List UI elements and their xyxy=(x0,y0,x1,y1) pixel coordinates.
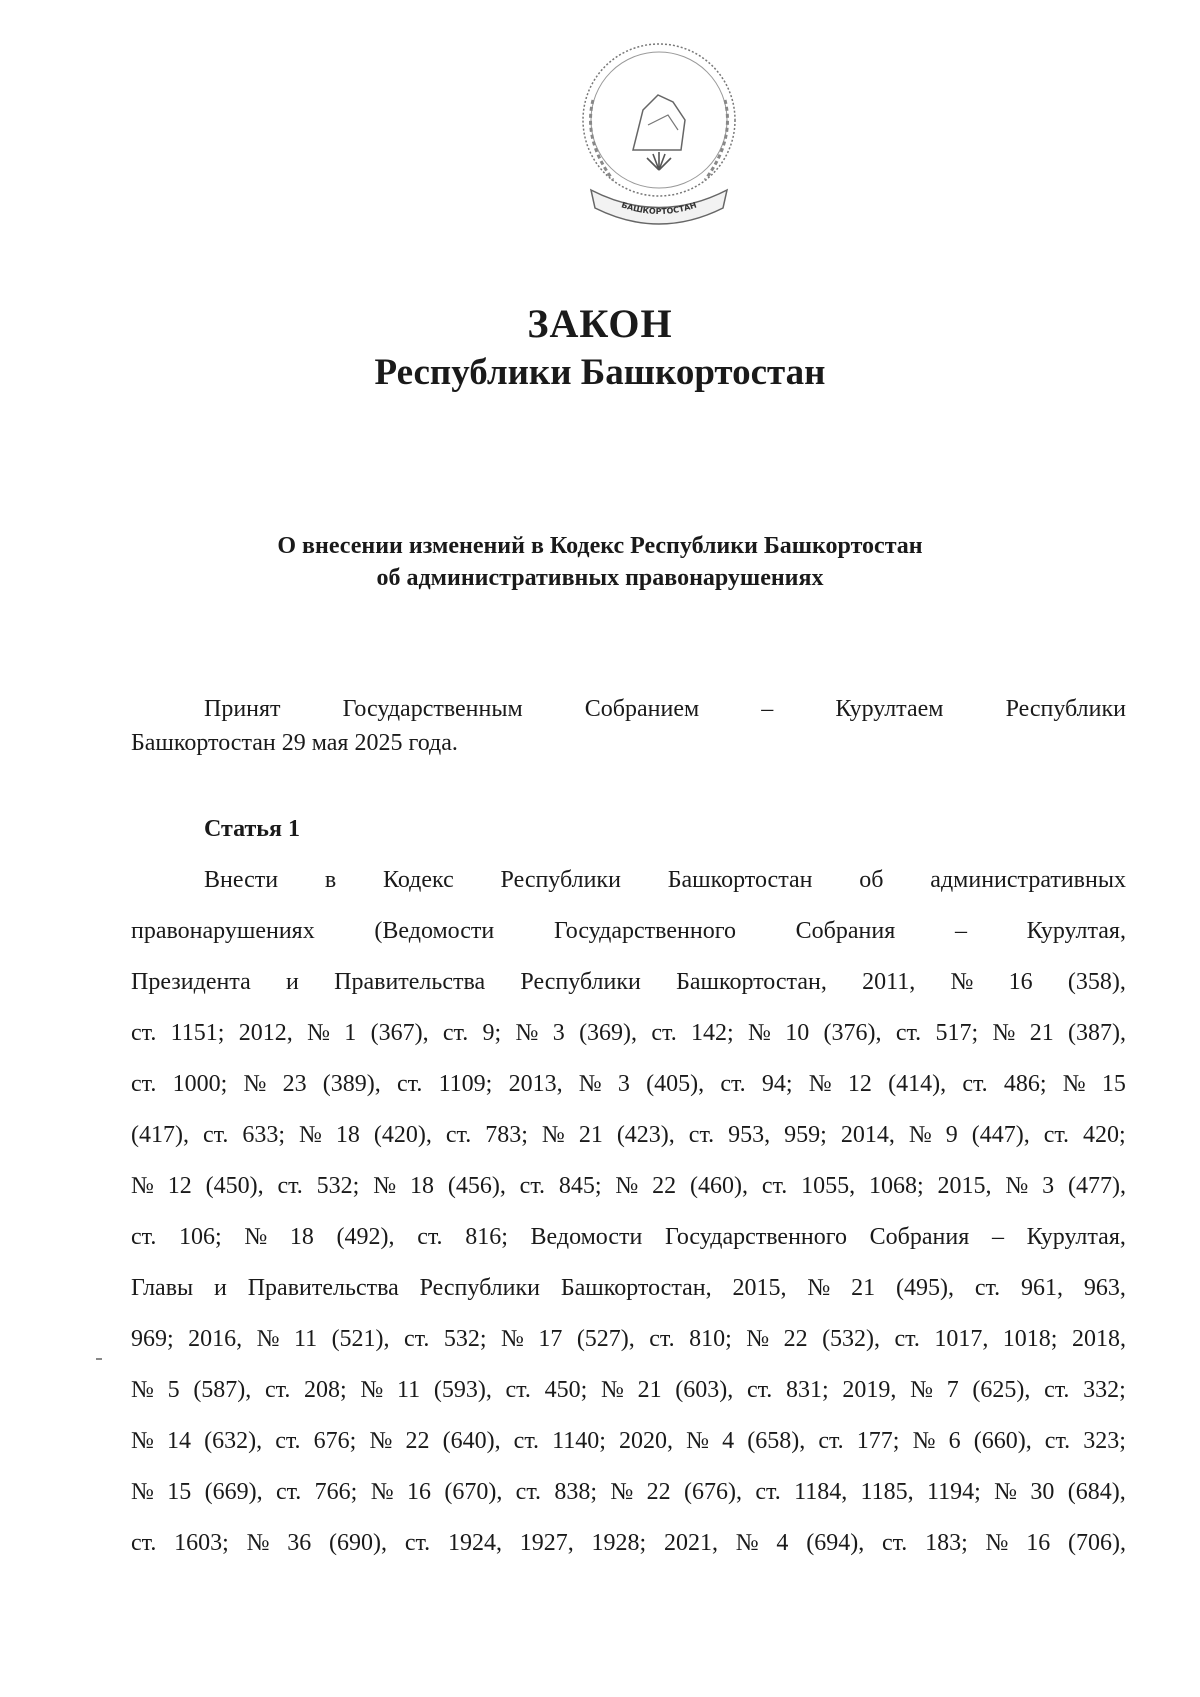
article-word: № xyxy=(686,1428,710,1454)
article-word: 450; xyxy=(544,1377,588,1403)
article-word: (625), xyxy=(972,1377,1031,1403)
article-word: (658), xyxy=(747,1428,806,1454)
article-word: 7 xyxy=(946,1377,959,1403)
article-word: 783; xyxy=(485,1122,528,1148)
article-line xyxy=(131,855,1126,906)
law-title: ЗАКОН xyxy=(527,301,673,346)
article-word: 816; xyxy=(465,1224,508,1250)
article-word: об xyxy=(859,867,884,893)
article-word: ст. xyxy=(131,1224,157,1250)
article-word: 1068; xyxy=(868,1173,924,1199)
article-word: 959; xyxy=(784,1122,827,1148)
article-word: и xyxy=(286,969,299,995)
article-word: ст. xyxy=(881,1530,908,1556)
article-word: Башкортостан, xyxy=(560,1275,712,1301)
article-word: (376), xyxy=(823,1020,882,1046)
article-word: 831; xyxy=(786,1377,829,1403)
article-word: (593), xyxy=(433,1377,492,1403)
article-line xyxy=(131,1416,1126,1467)
adoption-word: – xyxy=(761,696,774,722)
article-word: 838; xyxy=(554,1479,598,1505)
article-word: (358), xyxy=(1067,969,1126,995)
article-word: ст. xyxy=(275,1479,302,1505)
article-word: Республики xyxy=(419,1275,541,1301)
article-word: ст. xyxy=(277,1173,303,1199)
article-word: 1184, xyxy=(794,1479,848,1505)
law-subtitle: Республики Башкортостан xyxy=(374,352,826,393)
article-word: 3 xyxy=(617,1071,630,1097)
article-word: 11 xyxy=(397,1377,421,1403)
article-word: ст. xyxy=(131,1530,157,1556)
article-word: ст. xyxy=(417,1224,443,1250)
article-word: ст. xyxy=(895,1020,922,1046)
article-word: 11 xyxy=(293,1326,318,1352)
article-word: Правительства xyxy=(247,1275,399,1301)
article-word: 18 xyxy=(289,1224,314,1250)
article-word: № xyxy=(243,1071,267,1097)
article-word: 12 xyxy=(847,1071,872,1097)
article-word: 142; xyxy=(691,1020,734,1046)
article-word: (414), xyxy=(888,1071,947,1097)
article-word: 1109; xyxy=(438,1071,493,1097)
emblem-ribbon-label: БАШКОРТОСТАН xyxy=(620,200,698,217)
article-word: 94; xyxy=(761,1071,793,1097)
article-word: 15 xyxy=(167,1479,192,1505)
article-word: ст. xyxy=(265,1377,291,1403)
article-word: 22 xyxy=(783,1326,808,1352)
article-word: № xyxy=(256,1326,280,1352)
article-word: № xyxy=(369,1428,393,1454)
article-word: Правительства xyxy=(334,969,486,995)
article-word: ст. xyxy=(404,1326,430,1352)
adoption-line-2: Башкортостан 29 мая 2025 года. xyxy=(131,730,458,756)
article-word: (369), xyxy=(579,1020,638,1046)
article-word: 4 xyxy=(722,1428,735,1454)
article-word: (587), xyxy=(193,1377,252,1403)
article-word: 36 xyxy=(287,1530,312,1556)
article-word: 208; xyxy=(304,1377,347,1403)
article-word: 845; xyxy=(558,1173,602,1199)
article-word: Республики xyxy=(500,867,621,893)
article-word: (532), xyxy=(822,1326,881,1352)
article-word: Собрания xyxy=(795,918,896,944)
article-word: 3 xyxy=(552,1020,565,1046)
article-word: № xyxy=(515,1020,539,1046)
article-word: 17 xyxy=(538,1326,563,1352)
article-word: административных xyxy=(930,867,1126,893)
article-body xyxy=(131,855,1126,1569)
article-word: (676), xyxy=(684,1479,743,1505)
article-word: 2015, xyxy=(937,1173,992,1199)
article-word: в xyxy=(324,867,337,893)
article-word: № xyxy=(360,1377,384,1403)
article-word: Главы xyxy=(131,1275,194,1301)
article-word: 1140; xyxy=(552,1428,606,1454)
article-word: (420), xyxy=(373,1122,432,1148)
article-word: Курултая, xyxy=(1026,1224,1126,1250)
article-word: 532; xyxy=(443,1326,487,1352)
article-word: № xyxy=(131,1428,154,1454)
article-word: № xyxy=(600,1377,624,1403)
article-word: ст. xyxy=(397,1071,423,1097)
article-line xyxy=(131,1161,1126,1212)
article-word: № xyxy=(912,1428,936,1454)
article-word: № xyxy=(746,1326,770,1352)
article-word: 21 xyxy=(1029,1020,1054,1046)
article-word: Башкортостан xyxy=(667,867,813,893)
adoption-word: Курултаем xyxy=(835,696,944,722)
article-word: ст. xyxy=(761,1173,788,1199)
article-word: № xyxy=(950,969,974,995)
article-word: ст. xyxy=(962,1071,988,1097)
article-word: 2019, xyxy=(842,1377,897,1403)
article-word: 2013, xyxy=(508,1071,563,1097)
article-line xyxy=(131,1518,1126,1569)
article-word: № xyxy=(1005,1173,1029,1199)
article-word: 1927, xyxy=(519,1530,574,1556)
article-word: 2014, xyxy=(840,1122,895,1148)
scan-speck xyxy=(96,1358,102,1360)
article-word: (694), xyxy=(806,1530,865,1556)
article-word: 2016, xyxy=(188,1326,243,1352)
article-word: ст. xyxy=(894,1326,920,1352)
article-word: ст. xyxy=(445,1122,472,1148)
article-word: № xyxy=(500,1326,524,1352)
article-word: Республики xyxy=(520,969,641,995)
article-word: 1017, xyxy=(934,1326,989,1352)
article-word: 2012, xyxy=(238,1020,293,1046)
article-word: № xyxy=(246,1530,270,1556)
article-word: 183; xyxy=(925,1530,968,1556)
article-word: ст. xyxy=(818,1428,844,1454)
article-word: – xyxy=(991,1224,1004,1250)
article-word: 22 xyxy=(405,1428,430,1454)
article-word: 21 xyxy=(578,1122,603,1148)
article-word: ст. xyxy=(519,1173,546,1199)
article-word: 332; xyxy=(1083,1377,1126,1403)
coat-of-arms-emblem xyxy=(573,40,745,240)
article-word: 1018; xyxy=(1002,1326,1058,1352)
law-title-block xyxy=(0,300,1200,398)
article-word: № xyxy=(807,1275,831,1301)
article-word: ст. xyxy=(131,1020,157,1046)
article-word: 16 xyxy=(1026,1530,1051,1556)
article-word: 2020, xyxy=(619,1428,674,1454)
article-word: (690), xyxy=(329,1530,388,1556)
article-word: 6 xyxy=(948,1428,961,1454)
article-word: – xyxy=(954,918,967,944)
article-word: Башкортостан, xyxy=(676,969,827,995)
article-word: № xyxy=(610,1479,634,1505)
article-word: 177; xyxy=(856,1428,900,1454)
article-word: (389), xyxy=(322,1071,381,1097)
article-word: 12 xyxy=(167,1173,192,1199)
article-word: 106; xyxy=(179,1224,222,1250)
adoption-line-1 xyxy=(131,692,1126,726)
article-word: правонарушениях xyxy=(131,918,315,944)
article-word: ст. xyxy=(649,1326,675,1352)
article-word: (495), xyxy=(895,1275,954,1301)
article-word: № xyxy=(735,1530,759,1556)
article-word: № xyxy=(1062,1071,1086,1097)
article-word: 1185, xyxy=(860,1479,914,1505)
article-word: ст. xyxy=(505,1377,531,1403)
article-line xyxy=(131,1212,1126,1263)
article-word: № xyxy=(985,1530,1009,1556)
article-word: ст. xyxy=(131,1071,157,1097)
article-word: (456), xyxy=(447,1173,506,1199)
article-word: 5 xyxy=(167,1377,180,1403)
article-word: № xyxy=(244,1224,268,1250)
article-word: 9; xyxy=(482,1020,502,1046)
article-word: 1194; xyxy=(927,1479,981,1505)
article-word: 18 xyxy=(335,1122,360,1148)
article-word: 21 xyxy=(851,1275,876,1301)
article-word: 4 xyxy=(776,1530,789,1556)
article-word: № xyxy=(615,1173,639,1199)
article-word: 23 xyxy=(282,1071,307,1097)
article-word: 2021, xyxy=(663,1530,718,1556)
article-word: № xyxy=(748,1020,771,1046)
article-line xyxy=(131,957,1126,1008)
article-word: 2011, xyxy=(862,969,916,995)
article-word: 532; xyxy=(316,1173,360,1199)
article-word: № xyxy=(992,1020,1016,1046)
article-word: 420; xyxy=(1083,1122,1126,1148)
article-word: ст. xyxy=(1044,1428,1071,1454)
article-word: ст. xyxy=(755,1479,781,1505)
article-word: ст. xyxy=(651,1020,677,1046)
article-word: 1603; xyxy=(174,1530,229,1556)
article-word: 15 xyxy=(1101,1071,1126,1097)
article-word: (423), xyxy=(616,1122,675,1148)
article-word: Кодекс xyxy=(383,867,454,893)
article-word: № xyxy=(578,1071,602,1097)
article-line xyxy=(131,1467,1126,1518)
article-word: (Ведомости xyxy=(374,918,495,944)
article-word: 30 xyxy=(1030,1479,1055,1505)
article-line xyxy=(131,1263,1126,1314)
article-word: № xyxy=(131,1377,154,1403)
article-word: 21 xyxy=(637,1377,662,1403)
article-line xyxy=(131,1008,1126,1059)
article-heading: Статья 1 xyxy=(204,816,300,842)
article-line xyxy=(131,906,1126,957)
article-word: № xyxy=(299,1122,322,1148)
article-word: (660), xyxy=(973,1428,1032,1454)
article-word: Курултая, xyxy=(1026,918,1126,944)
article-word: (447), xyxy=(971,1122,1030,1148)
article-word: 14 xyxy=(167,1428,192,1454)
article-word: 486; xyxy=(1003,1071,1047,1097)
article-word: ст. xyxy=(1043,1122,1070,1148)
article-word: ст. xyxy=(275,1428,301,1454)
article-word: № xyxy=(808,1071,832,1097)
adoption-word: Государственным xyxy=(342,696,523,722)
article-word: Внести xyxy=(204,867,279,893)
article-word: № xyxy=(131,1479,154,1505)
adoption-word: Собранием xyxy=(584,696,700,722)
article-line xyxy=(131,1365,1126,1416)
article-word: № xyxy=(910,1377,933,1403)
article-word: 22 xyxy=(646,1479,671,1505)
article-word: ст. xyxy=(1044,1377,1070,1403)
article-word: (477), xyxy=(1067,1173,1126,1199)
article-word: 961, xyxy=(1021,1275,1064,1301)
article-word: (417), xyxy=(131,1122,189,1148)
article-word: (387), xyxy=(1068,1020,1126,1046)
article-word: 2018, xyxy=(1071,1326,1126,1352)
article-word: (669), xyxy=(204,1479,263,1505)
article-word: ст. xyxy=(688,1122,715,1148)
article-word: 18 xyxy=(409,1173,434,1199)
article-word: № xyxy=(307,1020,330,1046)
article-word: (367), xyxy=(370,1020,429,1046)
article-word: (527), xyxy=(576,1326,635,1352)
article-word: 10 xyxy=(785,1020,810,1046)
article-word: (706), xyxy=(1068,1530,1126,1556)
article-word: 323; xyxy=(1083,1428,1126,1454)
article-word: ст. xyxy=(442,1020,469,1046)
law-name-line-2: об административных правонарушениях xyxy=(376,565,824,591)
article-word: и xyxy=(214,1275,227,1301)
article-word: 810; xyxy=(689,1326,732,1352)
article-word: (492), xyxy=(336,1224,395,1250)
article-word: № xyxy=(370,1479,394,1505)
adoption-statement xyxy=(131,692,1126,760)
article-word: (684), xyxy=(1067,1479,1126,1505)
article-word: (632), xyxy=(204,1428,263,1454)
article-word: ст. xyxy=(404,1530,431,1556)
article-word: (450), xyxy=(205,1173,264,1199)
article-word: ст. xyxy=(746,1377,773,1403)
article-word: № xyxy=(994,1479,1018,1505)
adoption-word: Принят xyxy=(204,696,281,722)
law-name-line-1: О внесении изменений в Кодекс Республики Башкортостан xyxy=(277,533,923,559)
article-word: (521), xyxy=(331,1326,390,1352)
article-word: ст. xyxy=(202,1122,229,1148)
article-word: (460), xyxy=(690,1173,749,1199)
article-word: 1 xyxy=(344,1020,357,1046)
article-word: ст. xyxy=(515,1479,542,1505)
article-word: (640), xyxy=(442,1428,501,1454)
article-word: 16 xyxy=(1008,969,1033,995)
article-word: 517; xyxy=(935,1020,979,1046)
article-word: Государственного xyxy=(665,1224,848,1250)
article-word: ст. xyxy=(513,1428,540,1454)
article-word: (670), xyxy=(444,1479,503,1505)
adoption-word: Республики xyxy=(1005,696,1126,722)
law-name xyxy=(0,530,1200,594)
article-word: ст. xyxy=(974,1275,1001,1301)
article-word: 969; xyxy=(131,1326,174,1352)
article-word: 2015, xyxy=(732,1275,787,1301)
article-word: 1924, xyxy=(447,1530,502,1556)
article-word: 963, xyxy=(1083,1275,1126,1301)
article-word: 1151; xyxy=(170,1020,225,1046)
article-line xyxy=(131,1314,1126,1365)
article-word: 766; xyxy=(314,1479,358,1505)
article-line xyxy=(131,1110,1126,1161)
article-word: № xyxy=(373,1173,397,1199)
article-word: 3 xyxy=(1042,1173,1055,1199)
article-word: 1055, xyxy=(801,1173,856,1199)
article-word: ст. xyxy=(720,1071,746,1097)
article-word: (603), xyxy=(675,1377,734,1403)
article-word: 9 xyxy=(945,1122,958,1148)
article-word: 953, xyxy=(728,1122,771,1148)
article-word: Государственного xyxy=(553,918,736,944)
article-word: (405), xyxy=(646,1071,705,1097)
article-word: Ведомости xyxy=(530,1224,643,1250)
article-word: 633; xyxy=(242,1122,285,1148)
article-word: № xyxy=(541,1122,565,1148)
article-word: Собрания xyxy=(869,1224,970,1250)
article-word: № xyxy=(908,1122,932,1148)
article-word: Президента xyxy=(131,969,251,995)
article-word: 16 xyxy=(406,1479,431,1505)
article-word: № xyxy=(131,1173,154,1199)
article-word: 1000; xyxy=(172,1071,228,1097)
article-word: 676; xyxy=(313,1428,357,1454)
article-word: 1928; xyxy=(591,1530,647,1556)
article-line xyxy=(131,1059,1126,1110)
article-word: 22 xyxy=(652,1173,677,1199)
